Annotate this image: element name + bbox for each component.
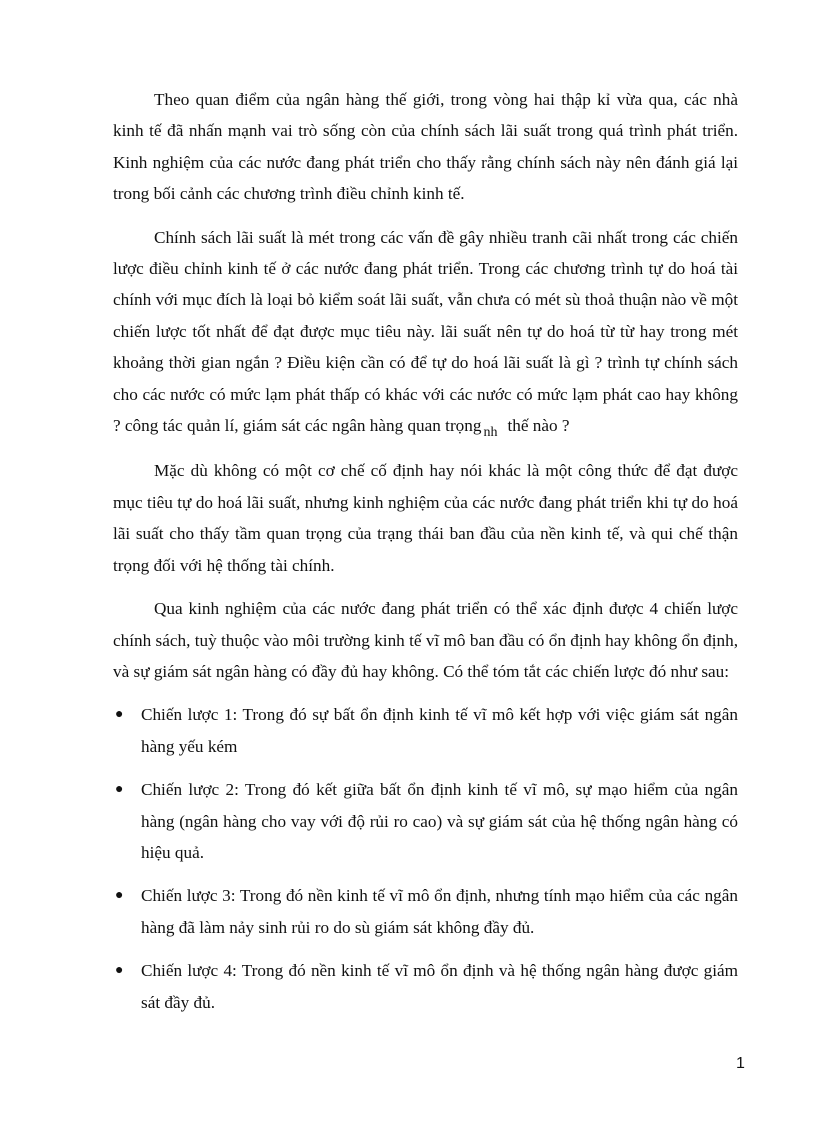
bullet-icon: ● [115, 963, 124, 979]
paragraph-4: Qua kinh nghiệm của các nước đang phát triển có thể xác định được 4 chiến lược chính sách, tuỳ thuộc vào môi trường kinh tế vĩ mô ban đầu có ổn định hay không ổn định, và sự giám sát ngân hàng có đầy đủ hay không. Có thể tóm tắt các chiến lược đó như sau: [113, 599, 738, 681]
paragraph-2 [113, 222, 738, 444]
list-item-text: Chiến lược 4: Trong đó nền kinh tế vĩ mô ổn định và hệ thống ngân hàng được giám sát đầy đủ. [141, 961, 738, 1012]
paragraph-2-subscript: nh [483, 425, 498, 441]
paragraph-1: Theo quan điểm của ngân hàng thế giới, trong vòng hai thập kỉ vừa qua, các nhà kinh tế đã nhấn mạnh vai trò sống còn của chính sách lãi suất trong quá trình phát triển. Kinh nghiệm của các nước đang phát triển cho thấy rằng chính sách này nên đánh giá lại trong bối cảnh các chương trình điều chỉnh kinh tế. [113, 90, 738, 204]
bullet-icon: ● [115, 888, 124, 904]
list-item [113, 774, 738, 868]
paragraph-2-text: Chính sách lãi suất là mét trong các vấn đề gây nhiều tranh cãi nhất trong các chiến lược điều chỉnh kinh tế ở các nước đang phát triển. Trong các chương trình tự do hoá tài chính với mục đích là loại bỏ kiểm soát lãi suất, vẫn chưa có mét sù thoả thuận nào về một chiến lược tốt nhất để đạt được mục tiêu này. lãi suất nên tự do hoá từ từ hay trong mét khoảng thời gian ngắn ? Điều kiện cần có để tự do hoá lãi suất là gì ? trình tự chính sách cho các nước có mức lạm phát thấp có khác với các nước có mức lạm phát cao hay không ? công tác quản lí, giám sát các ngân hàng quan trọng [113, 227, 738, 436]
document-page [113, 84, 738, 1030]
paragraph-2-tail: thế nào ? [507, 416, 570, 436]
paragraph-3: Mặc dù không có một cơ chế cố định hay nói khác là một công thức để đạt được mục tiêu tự do hoá lãi suất, nhưng kinh nghiệm của các nước đang phát triển khi tự do hoá lãi suất cho thấy tầm quan trọng của trạng thái ban đầu của nền kinh tế, và qui chế thận trọng đối với hệ thống tài chính. [113, 461, 738, 575]
page-number: 1 [736, 1055, 745, 1072]
list-item-text: Chiến lược 1: Trong đó sự bất ổn định kinh tế vĩ mô kết hợp với việc giám sát ngân hàng yếu kém [141, 705, 738, 756]
list-item-text: Chiến lược 2: Trong đó kết giữa bất ổn định kinh tế vĩ mô, sự mạo hiểm của ngân hàng (ngân hàng cho vay với độ rủi ro cao) và sự giám sát của hệ thống ngân hàng có hiệu quả. [141, 780, 738, 862]
strategy-list [113, 699, 738, 1018]
bullet-icon: ● [115, 707, 124, 723]
list-item-text: Chiến lược 3: Trong đó nền kinh tế vĩ mô ổn định, nhưng tính mạo hiểm của các ngân hàng đã làm nảy sinh rủi ro do sù giám sát không đầy đủ. [141, 886, 738, 937]
list-item [113, 699, 738, 762]
list-item [113, 955, 738, 1018]
list-item [113, 880, 738, 943]
bullet-icon: ● [115, 782, 124, 798]
